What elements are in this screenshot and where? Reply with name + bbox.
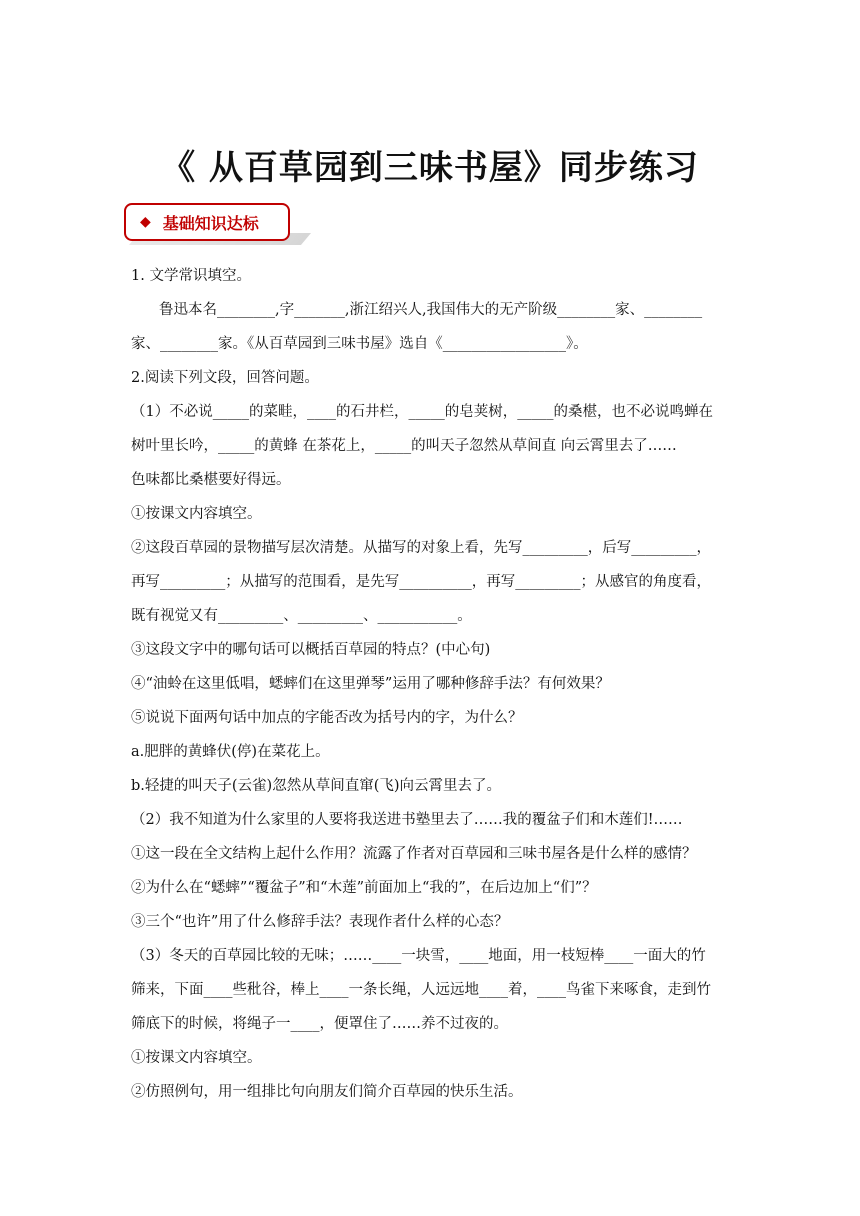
- question-1-line: 家、________家。《从百草园到三味书屋》选自《_________________》。: [131, 336, 588, 352]
- sub-question: ②为什么在“蟋蟀”“覆盆子”和“木莲”前面加上“我的”，在后边加上“们”？: [131, 880, 597, 896]
- passage-1-line: 树叶里长吟，_____的黄蜂 在茶花上，_____的叫天子忽然从草间直 向云霄里去了……: [131, 438, 677, 454]
- example-sentence: b.轻捷的叫天子(云雀)忽然从草间直窜(飞)向云霄里去了。: [131, 778, 502, 794]
- section-badge: [124, 203, 306, 249]
- sub-question-line: 既有视觉又有_________、_________、___________。: [131, 608, 472, 624]
- section-badge-box: [124, 203, 290, 241]
- sub-question: ①这一段在全文结构上起什么作用？流露了作者对百草园和三味书屋各是什么样的感情？: [131, 846, 697, 862]
- sub-question: ②仿照例句，用一组排比句向朋友们简介百草园的快乐生活。: [131, 1084, 523, 1100]
- sub-question: ①按课文内容填空。: [131, 506, 262, 522]
- sub-question: ②这段百草园的景物描写层次清楚。从描写的对象上看，先写_________，后写_________，: [131, 540, 711, 556]
- passage-2-line: （2）我不知道为什么家里的人要将我送进书塾里去了……我的覆盆子们和木莲们!……: [131, 812, 683, 828]
- passage-3-line: 筛来，下面____些秕谷，棒上____一条长绳，人远远地____着，____鸟雀下来啄食，走到竹: [131, 982, 711, 998]
- example-sentence: a.肥胖的黄蜂伏(停)在菜花上。: [131, 744, 330, 760]
- passage-1-line: 色味都比桑椹要好得远。: [131, 472, 291, 488]
- sub-question: ⑤说说下面两句话中加点的字能否改为括号内的字，为什么？: [131, 710, 523, 726]
- passage-3-line: 筛底下的时候，将绳子一____，便罩住了……养不过夜的。: [131, 1016, 508, 1032]
- question-2-heading: 2.阅读下列文段，回答问题。: [131, 370, 319, 386]
- passage-3-line: （3）冬天的百草园比较的无味；……____一块雪，____地面，用一枝短棒____一面大的竹: [131, 948, 706, 964]
- question-1-line: 鲁迅本名________,字_______,浙江绍兴人,我国伟大的无产阶级________家、________: [159, 302, 703, 318]
- passage-1-line: （1）不必说_____的菜畦，____的石井栏，_____的皂荚树，_____的桑椹，也不必说鸣蝉在: [131, 404, 713, 420]
- sub-question: ④“油蛉在这里低唱，蟋蟀们在这里弹琴”运用了哪种修辞手法？有何效果？: [131, 676, 610, 692]
- sub-question: ③三个“也许”用了什么修辞手法？表现作者什么样的心态？: [131, 914, 509, 930]
- question-1-heading: 1. 文学常识填空。: [131, 268, 251, 284]
- page-title: 《 从百草园到三味书屋》同步练习: [161, 148, 699, 188]
- diamond-icon: ◆: [140, 214, 151, 230]
- sub-question: ③这段文字中的哪句话可以概括百草园的特点？(中心句): [131, 642, 491, 658]
- exercise-content: [131, 259, 731, 1109]
- section-label: 基础知识达标: [162, 213, 259, 233]
- sub-question: ①按课文内容填空。: [131, 1050, 262, 1066]
- sub-question-line: 再写_________；从描写的范围看，是先写__________，再写_________；从感官的角度看，: [131, 574, 711, 590]
